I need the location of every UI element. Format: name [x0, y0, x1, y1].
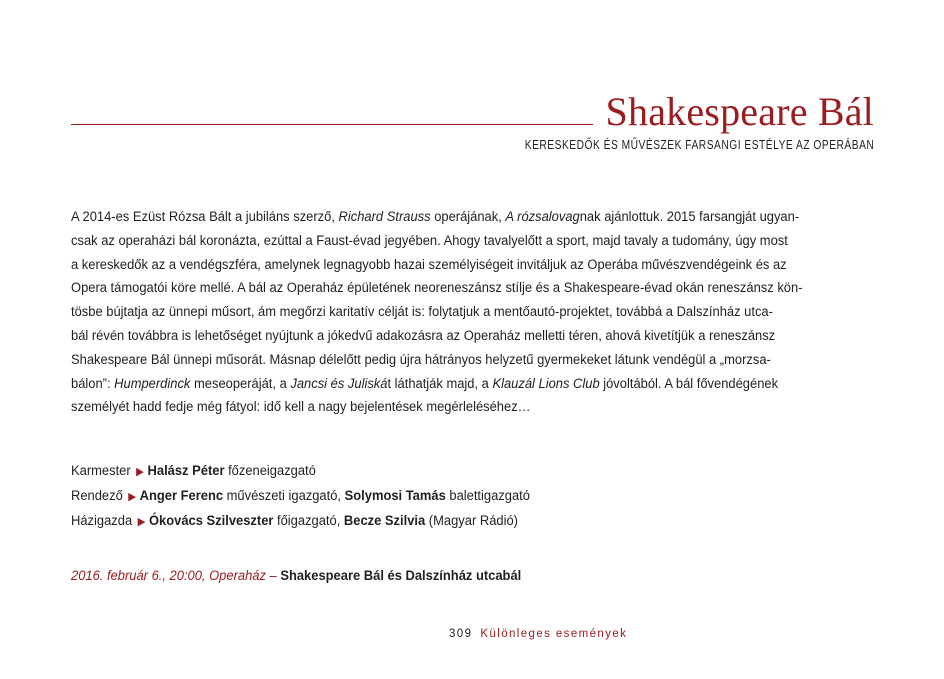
- credit-title: (Magyar Rádió): [425, 512, 518, 529]
- credit-title: művészeti igazgató,: [223, 487, 345, 504]
- body-line: Shakespeare Bál ünnepi műsorát. Másnap délelőtt pedig újra hátrányos helyzetű gyermekeket látunk vendégül a „morzsa-: [71, 351, 771, 368]
- section-name: Különleges események: [480, 628, 628, 640]
- credit-title: főzeneigazgató: [224, 463, 316, 479]
- play-arrow-icon: ▶: [136, 466, 144, 478]
- credit-person: Solymosi Tamás: [344, 487, 446, 504]
- credit-row-host: [71, 510, 709, 535]
- body-line: csak az operaházi bál koronázta, ezúttal a Faust-évad jegyében. Ahogy tavalyelőtt a sport, majd tavaly a tudomány, úgy most: [71, 232, 788, 249]
- page-subtitle: KERESKEDŐK ÉS MŰVÉSZEK FARSANGI ESTÉLYE AZ OPERÁBAN: [524, 138, 874, 152]
- page-number: 309: [449, 628, 473, 640]
- body-paragraph: [71, 206, 874, 420]
- event-name: Shakespeare Bál és Dalszínház utcabál: [280, 568, 522, 584]
- page-title: Shakespeare Bál: [605, 89, 874, 134]
- credit-row-director: [71, 485, 709, 510]
- credit-role: Karmester: [71, 463, 131, 479]
- play-arrow-icon: ▶: [137, 515, 146, 528]
- credit-person: Halász Péter: [147, 463, 225, 479]
- credit-person: Becze Szilvia: [343, 512, 426, 529]
- event-dash: –: [265, 568, 281, 584]
- body-line: A 2014-es Ezüst Rózsa Bált a jubiláns szerző, Richard Strauss operájának, A rózsalovagnak ajánlottuk. 2015 farsangját ugyan-: [71, 209, 800, 225]
- credit-role: Házigazda: [71, 512, 133, 529]
- body-line: bál révén továbbra is lehetőséget nyújtunk a jókedvű adakozásra az Operaház melletti téren, ahová kivetítjük a reneszánsz: [71, 327, 776, 344]
- body-line: Opera támogatói köre mellé. A bál az Operaház épületének neoreneszánsz stílje és a Shakespeare-évad okán reneszánsz kön-: [71, 280, 803, 297]
- credit-role: Rendező: [71, 487, 123, 504]
- body-line: személyét hadd fedje még fátyol: idő kell a nagy bejelentések megérleléséhez…: [71, 399, 531, 416]
- body-line: a kereskedők az a vendégszféra, amelynek legnagyobb hazai személyiségeit invitáljuk az Operába művészvendégeink és az: [71, 256, 787, 273]
- play-arrow-icon: ▶: [128, 490, 136, 503]
- body-line: tösbe bújtatja az ünnepi műsort, ám megőrzi karitatív célját is: folytatjuk a mentőautó-projektet, továbbá a Dalszínház utca-: [71, 304, 773, 321]
- page-footer: [449, 628, 627, 640]
- title-rule: [71, 124, 593, 125]
- body-line: bálon”: Humperdinck meseoperáját, a Jancsi és Juliskát láthatják majd, a Klauzál Lions Club jóvoltából. A bál fővendégének: [71, 375, 779, 392]
- credits-list: [71, 460, 709, 534]
- credit-row-conductor: [71, 460, 709, 485]
- event-info: [71, 565, 709, 587]
- credit-person: Ókovács Szilveszter: [148, 512, 274, 529]
- event-date: 2016. február 6., 20:00, Operaház: [71, 568, 266, 584]
- credit-title: főigazgató,: [273, 512, 344, 529]
- credit-title: balettigazgató: [445, 487, 530, 504]
- credit-person: Anger Ferenc: [139, 487, 224, 504]
